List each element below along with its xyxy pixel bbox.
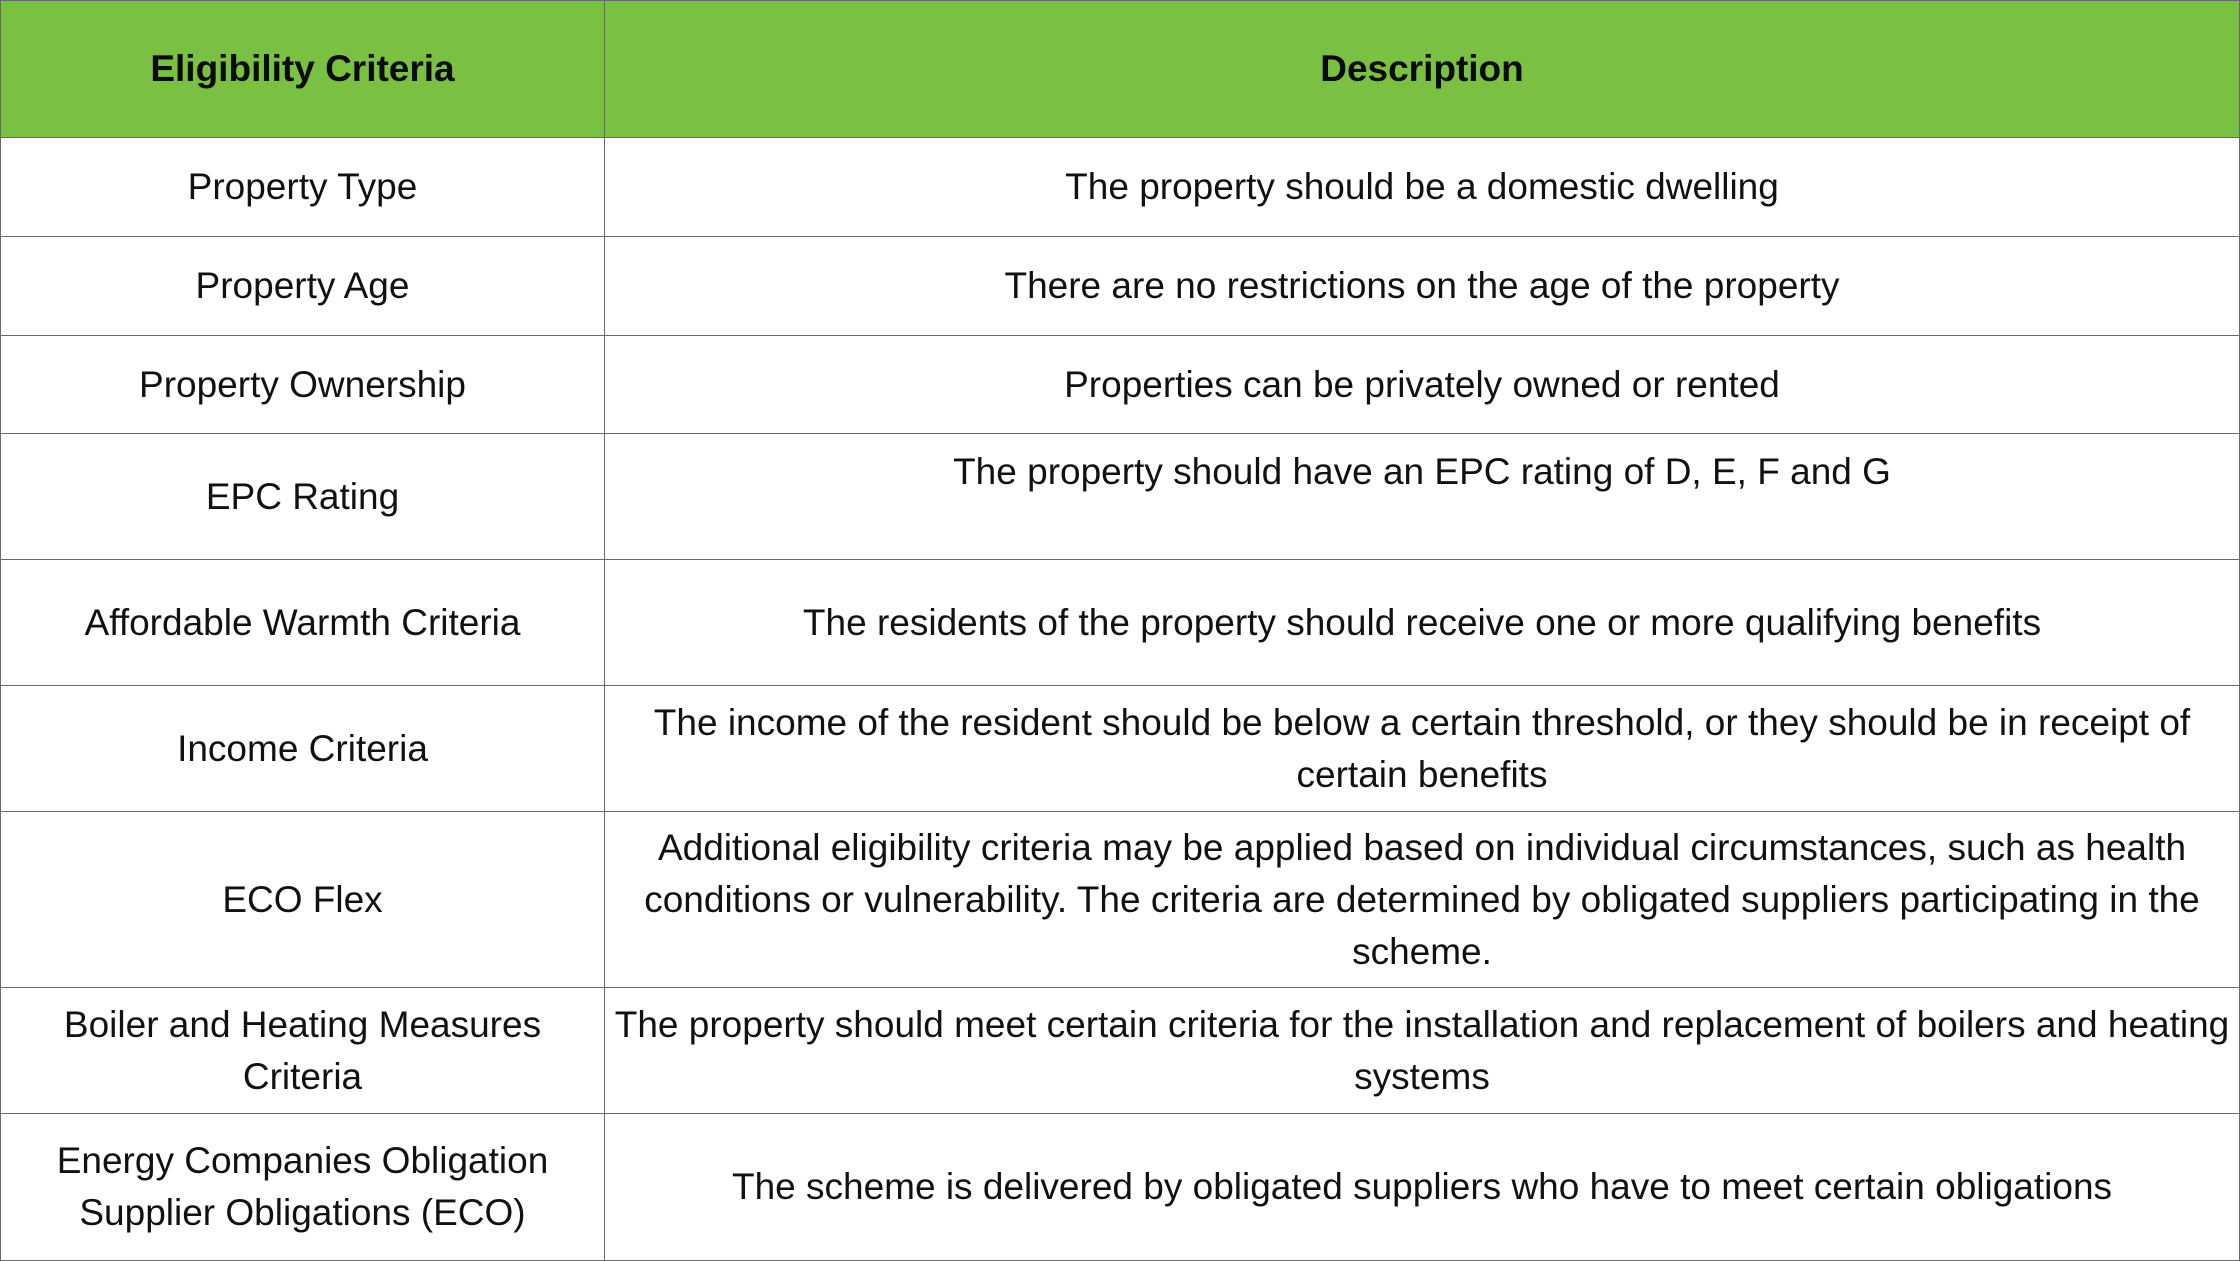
description-cell: There are no restrictions on the age of the property (605, 237, 2240, 336)
criteria-cell: EPC Rating (1, 434, 605, 560)
description-cell: The income of the resident should be below a certain threshold, or they should be in receipt of certain benefits (605, 686, 2240, 812)
description-cell: Additional eligibility criteria may be applied based on individual circumstances, such as health conditions or vulnerability. The criteria are determined by obligated suppliers participating in the scheme. (605, 812, 2240, 988)
table-row (1, 237, 2240, 336)
description-cell: The residents of the property should receive one or more qualifying benefits (605, 560, 2240, 686)
table-row (1, 560, 2240, 686)
table-row (1, 434, 2240, 560)
header-eligibility-criteria: Eligibility Criteria (1, 1, 605, 138)
criteria-cell: Income Criteria (1, 686, 605, 812)
table-row (1, 336, 2240, 434)
description-cell: Properties can be privately owned or rented (605, 336, 2240, 434)
criteria-cell: Property Age (1, 237, 605, 336)
table-header-row (1, 1, 2240, 138)
criteria-cell: Affordable Warmth Criteria (1, 560, 605, 686)
table-row (1, 812, 2240, 988)
description-cell: The property should meet certain criteria for the installation and replacement of boilers and heating systems (605, 988, 2240, 1114)
header-description: Description (605, 1, 2240, 138)
table-row (1, 1114, 2240, 1261)
description-cell: The property should have an EPC rating of D, E, F and G (605, 434, 2240, 560)
criteria-cell: Property Type (1, 138, 605, 237)
table-row (1, 988, 2240, 1114)
description-cell: The scheme is delivered by obligated suppliers who have to meet certain obligations (605, 1114, 2240, 1261)
table-row (1, 686, 2240, 812)
table-row (1, 138, 2240, 237)
criteria-cell: ECO Flex (1, 812, 605, 988)
criteria-cell: Energy Companies Obligation Supplier Obligations (ECO) (1, 1114, 605, 1261)
criteria-cell: Property Ownership (1, 336, 605, 434)
description-cell: The property should be a domestic dwelling (605, 138, 2240, 237)
criteria-cell: Boiler and Heating Measures Criteria (1, 988, 605, 1114)
